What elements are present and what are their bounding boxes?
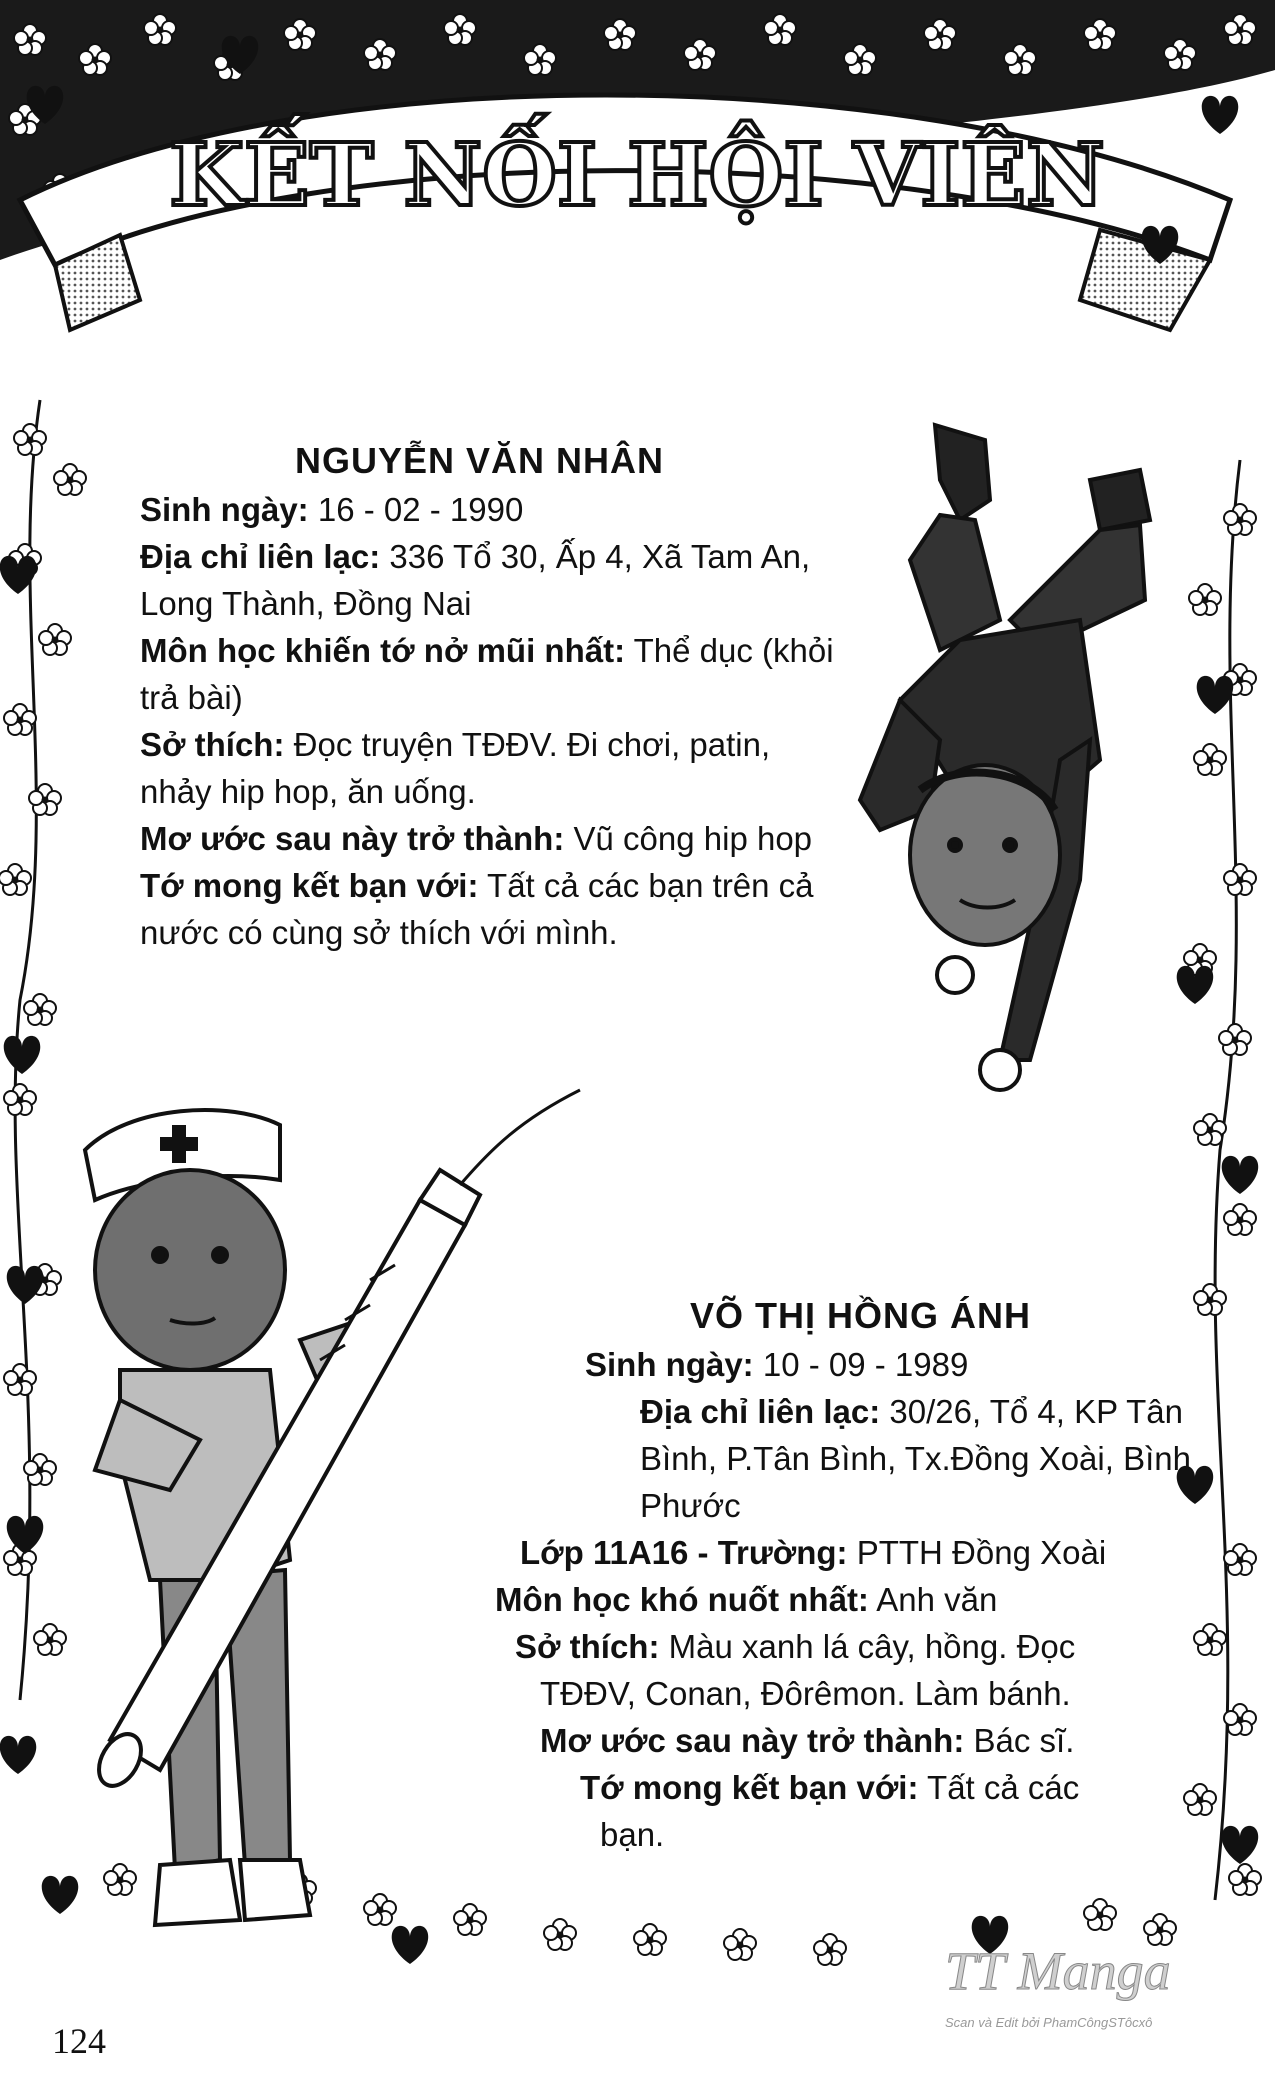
profile-field: [490, 1529, 1191, 1576]
page-number: 124: [52, 2021, 106, 2061]
profile-field: [140, 627, 834, 674]
field-value-continued: Bình, P.Tân Bình, Tx.Đồng Xoài, Bình: [640, 1440, 1191, 1477]
field-value-continued: bạn.: [600, 1816, 665, 1853]
field-value-continued: nước có cùng sở thích với mình.: [140, 914, 618, 951]
profile-field: [490, 1717, 1191, 1764]
profile-field: [140, 486, 834, 533]
profile-field: [140, 862, 834, 909]
heart-icon: [0, 556, 43, 1774]
field-label: Sinh ngày:: [140, 491, 309, 528]
member-fields: [490, 1341, 1191, 1858]
field-label: Mơ ước sau này trở thành:: [140, 820, 565, 857]
field-value: 336 Tổ 30, Ấp 4, Xã Tam An,: [389, 538, 811, 575]
profile-field: [140, 721, 834, 768]
profile-field: [490, 1623, 1191, 1670]
watermark-logo: TT Manga: [945, 1941, 1171, 2001]
field-value: 30/26, Tổ 4, KP Tân: [889, 1393, 1183, 1430]
field-value: Tất cả các bạn trên cả: [487, 867, 814, 904]
member-photo-1: [860, 425, 1150, 1090]
field-label: Môn học khiến tớ nở mũi nhất:: [140, 632, 626, 669]
field-value-continued: nhảy hip hop, ăn uống.: [140, 773, 476, 810]
profile-field: [140, 815, 834, 862]
field-label: Mơ ước sau này trở thành:: [540, 1722, 965, 1759]
field-value: 16 - 02 - 1990: [317, 491, 524, 528]
field-label: Tớ mong kết bạn với:: [580, 1769, 919, 1806]
field-value: PTTH Đồng Xoài: [856, 1534, 1107, 1571]
field-label: Địa chỉ liên lạc:: [640, 1393, 881, 1430]
field-value: Tất cả các: [927, 1769, 1080, 1806]
member-name: NGUYỄN VĂN NHÂN: [295, 440, 665, 481]
field-value: Vũ công hip hop: [573, 820, 813, 857]
banner-title: KẾT NỐI HỘI VIÊN: [169, 125, 1105, 226]
field-value: Bác sĩ.: [973, 1722, 1075, 1759]
watermark-credit: Scan và Edit bởi PhamCôngSTôcxô: [945, 2015, 1153, 2030]
profile-field: [490, 1388, 1191, 1435]
field-label: Môn học khó nuốt nhất:: [495, 1581, 869, 1618]
profile-field: [490, 1576, 1191, 1623]
field-label: Lớp 11A16 - Trường:: [520, 1534, 848, 1571]
field-value-continued: Long Thành, Đồng Nai: [140, 585, 472, 622]
profile-field: [490, 1341, 1191, 1388]
member-fields: [140, 486, 834, 956]
field-label: Sở thích:: [515, 1628, 660, 1665]
right-flowers: [1184, 504, 1261, 1895]
field-value: Anh văn: [876, 1581, 998, 1618]
field-value: Đọc truyện TĐĐV. Đi chơi, patin,: [293, 726, 771, 763]
member-name: VÕ THỊ HỒNG ÁNH: [690, 1295, 1032, 1336]
field-value: 10 - 09 - 1989: [762, 1346, 969, 1383]
profile-field: [490, 1764, 1191, 1811]
field-label: Sinh ngày:: [585, 1346, 754, 1383]
field-value-continued: trả bài): [140, 679, 243, 716]
field-value-continued: Phước: [640, 1487, 741, 1524]
profile-field: [140, 533, 834, 580]
field-label: Tớ mong kết bạn với:: [140, 867, 479, 904]
field-label: Địa chỉ liên lạc:: [140, 538, 381, 575]
field-label: Sở thích:: [140, 726, 285, 763]
field-value: Thể dục (khỏi: [633, 632, 834, 669]
member-profile-2: [490, 1292, 1191, 1858]
field-value: Màu xanh lá cây, hồng. Đọc: [668, 1628, 1076, 1665]
member-profile-1: [140, 437, 834, 956]
field-value-continued: TĐĐV, Conan, Đôrêmon. Làm bánh.: [540, 1675, 1071, 1712]
